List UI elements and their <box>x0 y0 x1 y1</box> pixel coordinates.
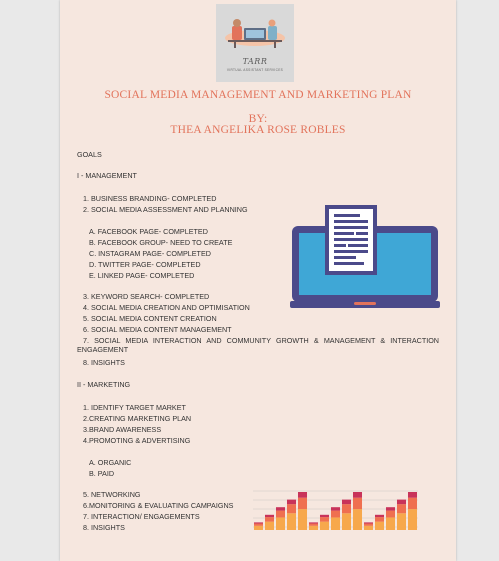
chart-bar-segment <box>397 513 406 530</box>
list-item: 3. KEYWORD SEARCH- COMPLETED <box>83 292 210 301</box>
chart-bar-segment <box>265 522 274 530</box>
list-item: 6.MONITORING & EVALUATING CAMPAIGNS <box>83 501 234 510</box>
chart-bar-segment <box>276 517 285 530</box>
chart-bar <box>254 522 263 530</box>
chart-bar-segment <box>254 522 263 523</box>
chart-bar-segment <box>375 522 384 530</box>
chart-bar <box>364 522 373 530</box>
list-item: B. PAID <box>89 469 115 478</box>
chart-bar-segment <box>386 511 395 518</box>
chart-bar-segment <box>386 507 395 510</box>
chart-bar-segment <box>287 504 296 513</box>
author-name: THEA ANGELIKA ROSE ROBLES <box>170 124 346 136</box>
decorative-bar-chart <box>253 488 418 533</box>
chart-bar <box>309 522 318 530</box>
chart-bar-segment <box>254 524 263 526</box>
chart-bar-segment <box>353 498 362 509</box>
chart-bar <box>342 500 351 530</box>
list-item: D. TWITTER PAGE- COMPLETED <box>89 260 201 269</box>
company-logo <box>216 4 294 82</box>
list-item: 4.PROMOTING & ADVERTISING <box>83 436 191 445</box>
chart-bar <box>320 515 329 530</box>
chart-bar-segment <box>331 511 340 518</box>
chart-bar <box>298 492 307 530</box>
list-item: A. ORGANIC <box>89 458 132 467</box>
logo-script-text: TARR <box>242 57 268 66</box>
chart-bar-segment <box>320 517 329 522</box>
chart-bar-segment <box>408 492 417 498</box>
list-item: 1. BUSINESS BRANDING- COMPLETED <box>83 194 217 203</box>
chart-bar-segment <box>397 504 406 513</box>
chart-bar-segment <box>320 515 329 517</box>
chart-bar-segment <box>254 526 263 530</box>
list-item: 1. IDENTIFY TARGET MARKET <box>83 403 186 412</box>
chart-bar-segment <box>298 498 307 509</box>
logo-subtitle: VIRTUAL ASSISTANT SERVICES <box>226 68 284 72</box>
document-title: SOCIAL MEDIA MANAGEMENT AND MARKETING PLAN <box>104 89 412 101</box>
list-item: 8. INSIGHTS <box>83 523 125 532</box>
list-item: B. FACEBOOK GROUP- NEED TO CREATE <box>89 238 233 247</box>
chart-bar <box>397 500 406 530</box>
chart-bar <box>265 515 274 530</box>
by-line: BY: <box>248 113 268 125</box>
list-item: E. LINKED PAGE- COMPLETED <box>89 271 195 280</box>
chart-bar-segment <box>331 507 340 510</box>
document-page <box>60 0 456 561</box>
chart-bar <box>353 492 362 530</box>
chart-bar-segment <box>364 524 373 526</box>
chart-bar-segment <box>287 513 296 530</box>
chart-bar <box>386 507 395 530</box>
list-item: A. FACEBOOK PAGE- COMPLETED <box>89 227 208 236</box>
chart-bar-segment <box>397 500 406 505</box>
list-item: 7. INTERACTION/ ENGAGEMENTS <box>83 512 200 521</box>
chart-bar-segment <box>287 500 296 505</box>
chart-bar-segment <box>309 522 318 523</box>
laptop-notch <box>354 302 376 305</box>
chart-bar-segment <box>386 517 395 530</box>
chart-bar-segment <box>353 509 362 530</box>
list-item: 6. SOCIAL MEDIA CONTENT MANAGEMENT <box>83 325 232 334</box>
management-heading: I - MANAGEMENT <box>77 171 137 180</box>
chart-bar-segment <box>331 517 340 530</box>
chart-bar-segment <box>309 526 318 530</box>
chart-bar <box>287 500 296 530</box>
list-item: 8. INSIGHTS <box>83 358 125 367</box>
list-item: 5. SOCIAL MEDIA CONTENT CREATION <box>83 314 217 323</box>
chart-bar-segment <box>276 507 285 510</box>
laptop-document-illustration <box>290 201 440 311</box>
chart-bar-segment <box>265 515 274 517</box>
chart-bar-segment <box>364 526 373 530</box>
chart-bar-segment <box>342 504 351 513</box>
chart-bar-segment <box>364 522 373 523</box>
chart-bar-segment <box>408 509 417 530</box>
list-item: 7. SOCIAL MEDIA INTERACTION AND COMMUNITY GROWTH & MANAGEMENT & INTERACTION ENGAGEMENT <box>77 336 439 354</box>
marketing-heading: II - MARKETING <box>77 380 131 389</box>
chart-bar-segment <box>375 515 384 517</box>
chart-bar-segment <box>320 522 329 530</box>
chart-bar-segment <box>309 524 318 526</box>
list-item: 3.BRAND AWARENESS <box>83 425 162 434</box>
chart-bar <box>375 515 384 530</box>
chart-bar <box>331 507 340 530</box>
chart-bar <box>408 492 417 530</box>
list-item: 2.CREATING MARKETING PLAN <box>83 414 192 423</box>
chart-bar-segment <box>265 517 274 522</box>
chart-bar-segment <box>375 517 384 522</box>
chart-bar-segment <box>353 492 362 498</box>
chart-bar-segment <box>298 492 307 498</box>
chart-bar-segment <box>342 500 351 505</box>
list-item: C. INSTAGRAM PAGE- COMPLETED <box>89 249 211 258</box>
chart-bar-segment <box>408 498 417 509</box>
goals-heading: GOALS <box>77 150 102 159</box>
list-item: 4. SOCIAL MEDIA CREATION AND OPTIMISATION <box>83 303 250 312</box>
chart-bar-segment <box>342 513 351 530</box>
chart-bar <box>276 507 285 530</box>
chart-bar-segment <box>298 509 307 530</box>
chart-bar-segment <box>276 511 285 518</box>
list-item: 2. SOCIAL MEDIA ASSESSMENT AND PLANNING <box>83 205 248 214</box>
list-item: 5. NETWORKING <box>83 490 141 499</box>
